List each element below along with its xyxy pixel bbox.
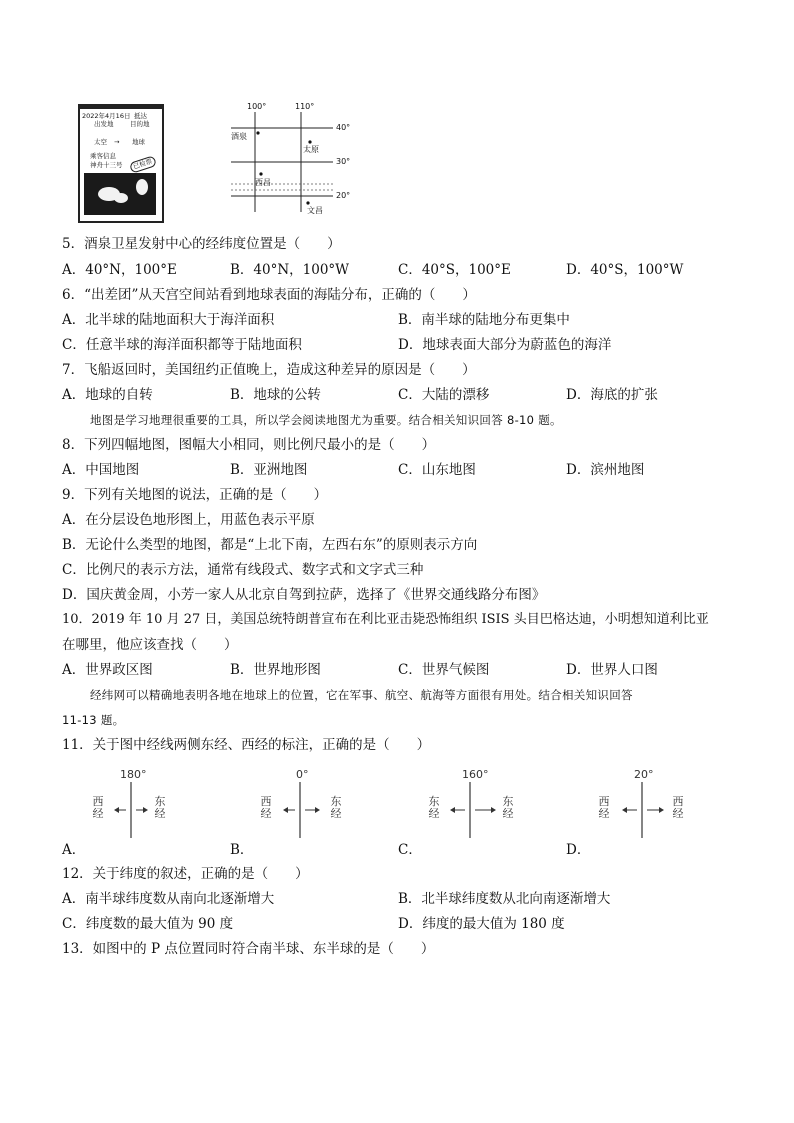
q7-option-a: A．地球的自转 (62, 387, 153, 403)
q8-option-c: C．山东地图 (398, 462, 476, 478)
meridian-figure-d (596, 768, 706, 858)
q8-option-d: D．滨州地图 (566, 462, 645, 478)
meridian-degree-label: 0° (296, 768, 309, 781)
left-hemisphere-label: 东经 (428, 795, 440, 820)
ticket-from: 太空 (94, 138, 107, 146)
ticket-passenger-label: 乘客信息 (90, 152, 116, 160)
meridian-degree-label: 160° (462, 768, 489, 781)
ticket-figure (78, 104, 164, 223)
q11-option-c-letter: C． (398, 842, 422, 858)
right-hemisphere-label: 东经 (330, 795, 342, 820)
passage-8-10: 地图是学习地理很重要的工具，所以学会阅读地图尤为重要。结合相关知识回答 8-10 题。 (90, 413, 562, 427)
q11-option-d-letter: D． (566, 842, 591, 858)
launch-site-map (225, 100, 355, 225)
ticket-dest-label: 目的地 (130, 120, 150, 128)
q9-option-b: B．无论什么类型的地图，都是“上北下南，左西右东”的原则表示方向 (62, 537, 478, 553)
lat-40-label: 40° (336, 123, 351, 132)
q6-option-d: D．地球表面大部分为蔚蓝色的海洋 (398, 337, 612, 353)
q6-option-a: A．北半球的陆地面积大于海洋面积 (62, 312, 275, 328)
q11-option-a-letter: A． (62, 842, 86, 858)
q7-option-d: D．海底的扩张 (566, 387, 658, 403)
q6-option-b: B．南半球的陆地分布更集中 (398, 312, 570, 328)
q9-stem: 9．下列有关地图的说法，正确的是（ ） (62, 487, 328, 503)
q10-option-d: D．世界人口图 (566, 662, 658, 678)
astronaut-photo (84, 173, 156, 215)
left-hemisphere-label: 西经 (92, 795, 104, 820)
q12-option-a: A．南半球纬度数从南向北逐渐增大 (62, 891, 275, 907)
right-hemisphere-label: 东经 (154, 795, 166, 820)
meridian-figure-c (426, 768, 536, 858)
q5-stem: 5．酒泉卫星发射中心的经纬度位置是（ ） (62, 236, 341, 252)
lat-30-label: 30° (336, 157, 351, 166)
q13-stem: 13．如图中的 P 点位置同时符合南半球、东半球的是（ ） (62, 941, 435, 957)
q5-option-d: D．40°S，100°W (566, 262, 684, 278)
q12-option-c: C．纬度数的最大值为 90 度 (62, 916, 234, 932)
lon-100-label: 100° (247, 102, 267, 111)
ticket-stamp: 已检票 (129, 155, 157, 173)
ticket-passenger: 神舟十三号 (90, 161, 123, 169)
q5-option-a: A．40°N，100°E (62, 262, 177, 278)
q7-stem: 7．飞船返回时，美国纽约正值晚上，造成这种差异的原因是（ ） (62, 362, 476, 378)
q9-option-d: D．国庆黄金周，小芳一家人从北京自驾到拉萨，选择了《世界交通线路分布图》 (62, 587, 546, 603)
ticket-arrive-label: 抵达 (134, 112, 147, 120)
wenchang-label: 文昌 (307, 206, 323, 215)
ticket-to: 地球 (132, 138, 145, 146)
lat-20-label: 20° (336, 191, 351, 200)
lon-110-label: 110° (295, 102, 315, 111)
meridian-degree-label: 180° (120, 768, 147, 781)
q8-option-b: B．亚洲地图 (230, 462, 308, 478)
q9-option-a: A．在分层设色地形图上，用蓝色表示平原 (62, 512, 315, 528)
q10-option-b: B．世界地形图 (230, 662, 321, 678)
meridian-figure-b (258, 768, 368, 858)
q11-option-b-letter: B． (230, 842, 254, 858)
taiyuan-label: 太原 (303, 145, 319, 154)
ticket-arrow: → (114, 138, 120, 146)
right-hemisphere-label: 东经 (502, 795, 514, 820)
q12-option-d: D．纬度的最大值为 180 度 (398, 916, 565, 932)
q12-option-b: B．北半球纬度数从北向南逐渐增大 (398, 891, 611, 907)
q6-stem: 6．“出差团”从天宫空间站看到地球表面的海陆分布，正确的（ ） (62, 287, 476, 303)
q7-option-c: C．大陆的漂移 (398, 387, 490, 403)
q10-stem-line2: 在哪里，他应该查找（ ） (62, 637, 238, 653)
xichang-label: 西昌 (255, 178, 271, 187)
ticket-date: 2022年4月16日 (82, 112, 131, 120)
left-hemisphere-label: 西经 (260, 795, 272, 820)
passage-11-13-line1: 经纬网可以精确地表明各地在地球上的位置，它在军事、航空、航海等方面很有用处。结合相关知识回答 (90, 688, 633, 702)
ticket-depart-label: 出发地 (94, 120, 114, 128)
q11-stem: 11．关于图中经线两侧东经、西经的标注，正确的是（ ） (62, 737, 431, 753)
meridian-figure-a (90, 768, 200, 858)
q10-option-c: C．世界气候图 (398, 662, 490, 678)
meridian-degree-label: 20° (634, 768, 654, 781)
q10-option-a: A．世界政区图 (62, 662, 153, 678)
q8-option-a: A．中国地图 (62, 462, 140, 478)
q5-option-b: B．40°N，100°W (230, 262, 350, 278)
q10-stem-line1: 10．2019 年 10 月 27 日，美国总统特朗普宣布在利比亚击毙恐怖组织 ISIS 头目巴格达迪，小明想知道利比亚 (62, 612, 709, 627)
q5-option-c: C．40°S，100°E (398, 262, 511, 278)
jiuquan-label: 酒泉 (231, 132, 247, 141)
q12-stem: 12．关于纬度的叙述，正确的是（ ） (62, 866, 309, 882)
left-hemisphere-label: 西经 (598, 795, 610, 820)
q7-option-b: B．地球的公转 (230, 387, 321, 403)
q8-stem: 8．下列四幅地图，图幅大小相同，则比例尺最小的是（ ） (62, 437, 436, 453)
right-hemisphere-label: 西经 (672, 795, 684, 820)
q6-option-c: C．任意半球的海洋面积都等于陆地面积 (62, 337, 302, 353)
q9-option-c: C．比例尺的表示方法，通常有线段式、数字式和文字式三种 (62, 562, 424, 578)
passage-11-13-line2: 11-13 题。 (62, 713, 125, 727)
